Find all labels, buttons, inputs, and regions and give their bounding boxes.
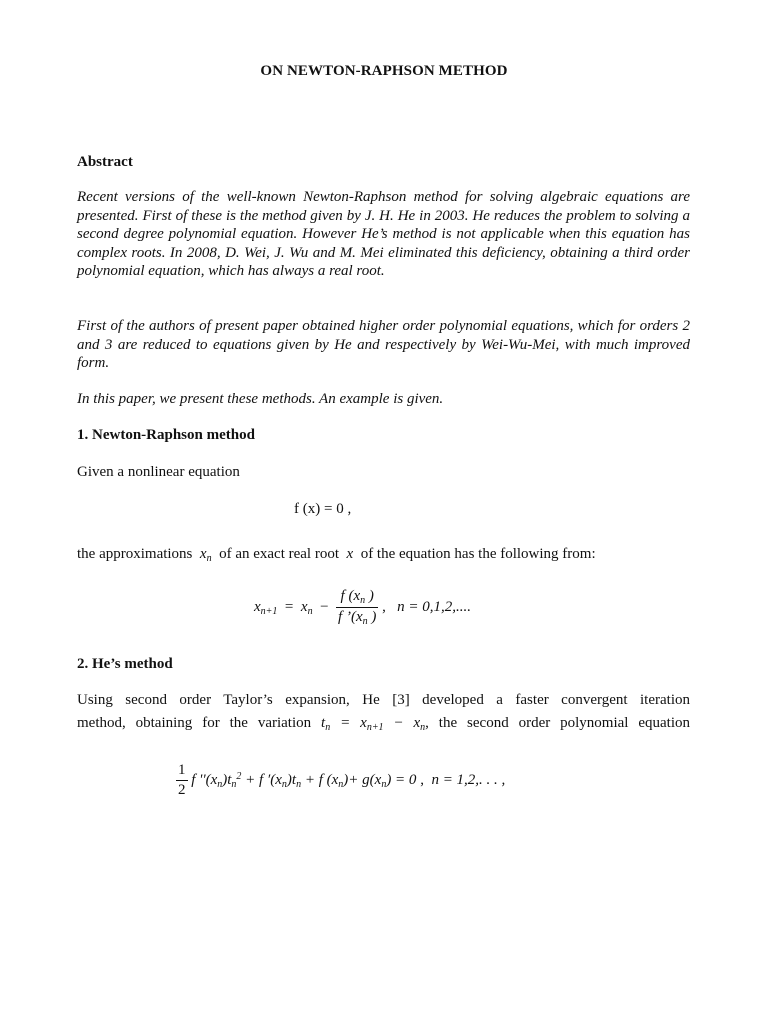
eq2-xn: $x_n$ bbox=[300, 598, 313, 617]
paper-title: ON NEWTON-RAPHSON METHOD bbox=[260, 63, 508, 79]
abstract-paragraph-3: In this paper, we present these methods. An example is given. bbox=[77, 391, 444, 407]
section-2-line-2 bbox=[77, 714, 690, 738]
section-2-heading: 2. He’s method bbox=[77, 656, 173, 672]
approximations-text-1: the approximations bbox=[77, 546, 193, 562]
approximations-sentence bbox=[77, 545, 690, 569]
eq2-lhs: $x_{n+1}$ bbox=[254, 598, 278, 617]
section-2-line-1: Using second order Taylor’s expansion, He [3] developed a faster convergent iteration bbox=[77, 692, 690, 708]
section-2-line-2-text-2: , the second order polynomial equation bbox=[425, 715, 691, 731]
eq3-half-denominator: 2 bbox=[178, 782, 186, 798]
symbol-xn: $x_n$ bbox=[199, 546, 212, 564]
eq3-half-numerator: 1 bbox=[176, 762, 188, 781]
eq3-terms: f ''$(x_n)t_n^2 + f$ $'(x_n)t_n + f$ $(x_n)+ g(x_n) = 0$ bbox=[191, 770, 417, 790]
abstract-heading: Abstract bbox=[77, 154, 133, 170]
section-1-intro: Given a nonlinear equation bbox=[77, 464, 240, 480]
eq2-numerator: f ($x_n$ ) bbox=[336, 588, 378, 608]
eq3-half bbox=[176, 762, 188, 799]
approximations-text-2: of an exact real root bbox=[219, 546, 340, 562]
variation-definition: $t_n = x_{n+1} - x_n$ bbox=[321, 715, 426, 733]
eq3-index: n = 1,2,. . . , bbox=[431, 771, 506, 788]
eq2-index: n = 0,1,2,.... bbox=[397, 598, 471, 615]
symbol-x: x bbox=[346, 546, 354, 562]
eq2-fraction bbox=[336, 588, 378, 627]
equation-newton-iteration: $x_{n+1} = x_n$ − $\frac{f (x_n )}{f ’(x_n )}$ , n = 0,1,2,.... bbox=[254, 588, 471, 627]
equation-he-quadratic: $\frac{1}{2}$ f ''$(x_n)t_n^2 + f$ $'(x_n)t_n + f$ $(x_n)+ g(x_n) = 0$ , n = 1,2,. . . , bbox=[178, 762, 506, 798]
approximations-text-3: of the equation has the following from: bbox=[360, 546, 596, 562]
abstract-paragraph-1: Recent versions of the well-known Newton-Raphson method for solving algebraic equations are presented. First of these is the method given by J. H. He in 2003. He reduces the problem to solving a second degree polynomial equation. However He’s method is not applicable when this equation has complex roots. In 2008, D. Wei, J. Wu and M. Mei eliminated this deficiency, obtaining a third order polynomial equation, which has always a real root. bbox=[77, 189, 690, 279]
section-2-line-2-text-1: method, obtaining for the variation bbox=[77, 715, 312, 731]
equation-nonlinear: f (x) = 0 , bbox=[294, 501, 352, 517]
abstract-paragraph-2: First of the authors of present paper obtained higher order polynomial equations, which for orders 2 and 3 are reduced to equations given by He and respectively by Wei-Wu-Mei, with much improved form. bbox=[77, 318, 690, 371]
section-1-heading: 1. Newton-Raphson method bbox=[77, 427, 255, 443]
eq2-denominator: f $’(x_n$ ) bbox=[338, 609, 377, 627]
